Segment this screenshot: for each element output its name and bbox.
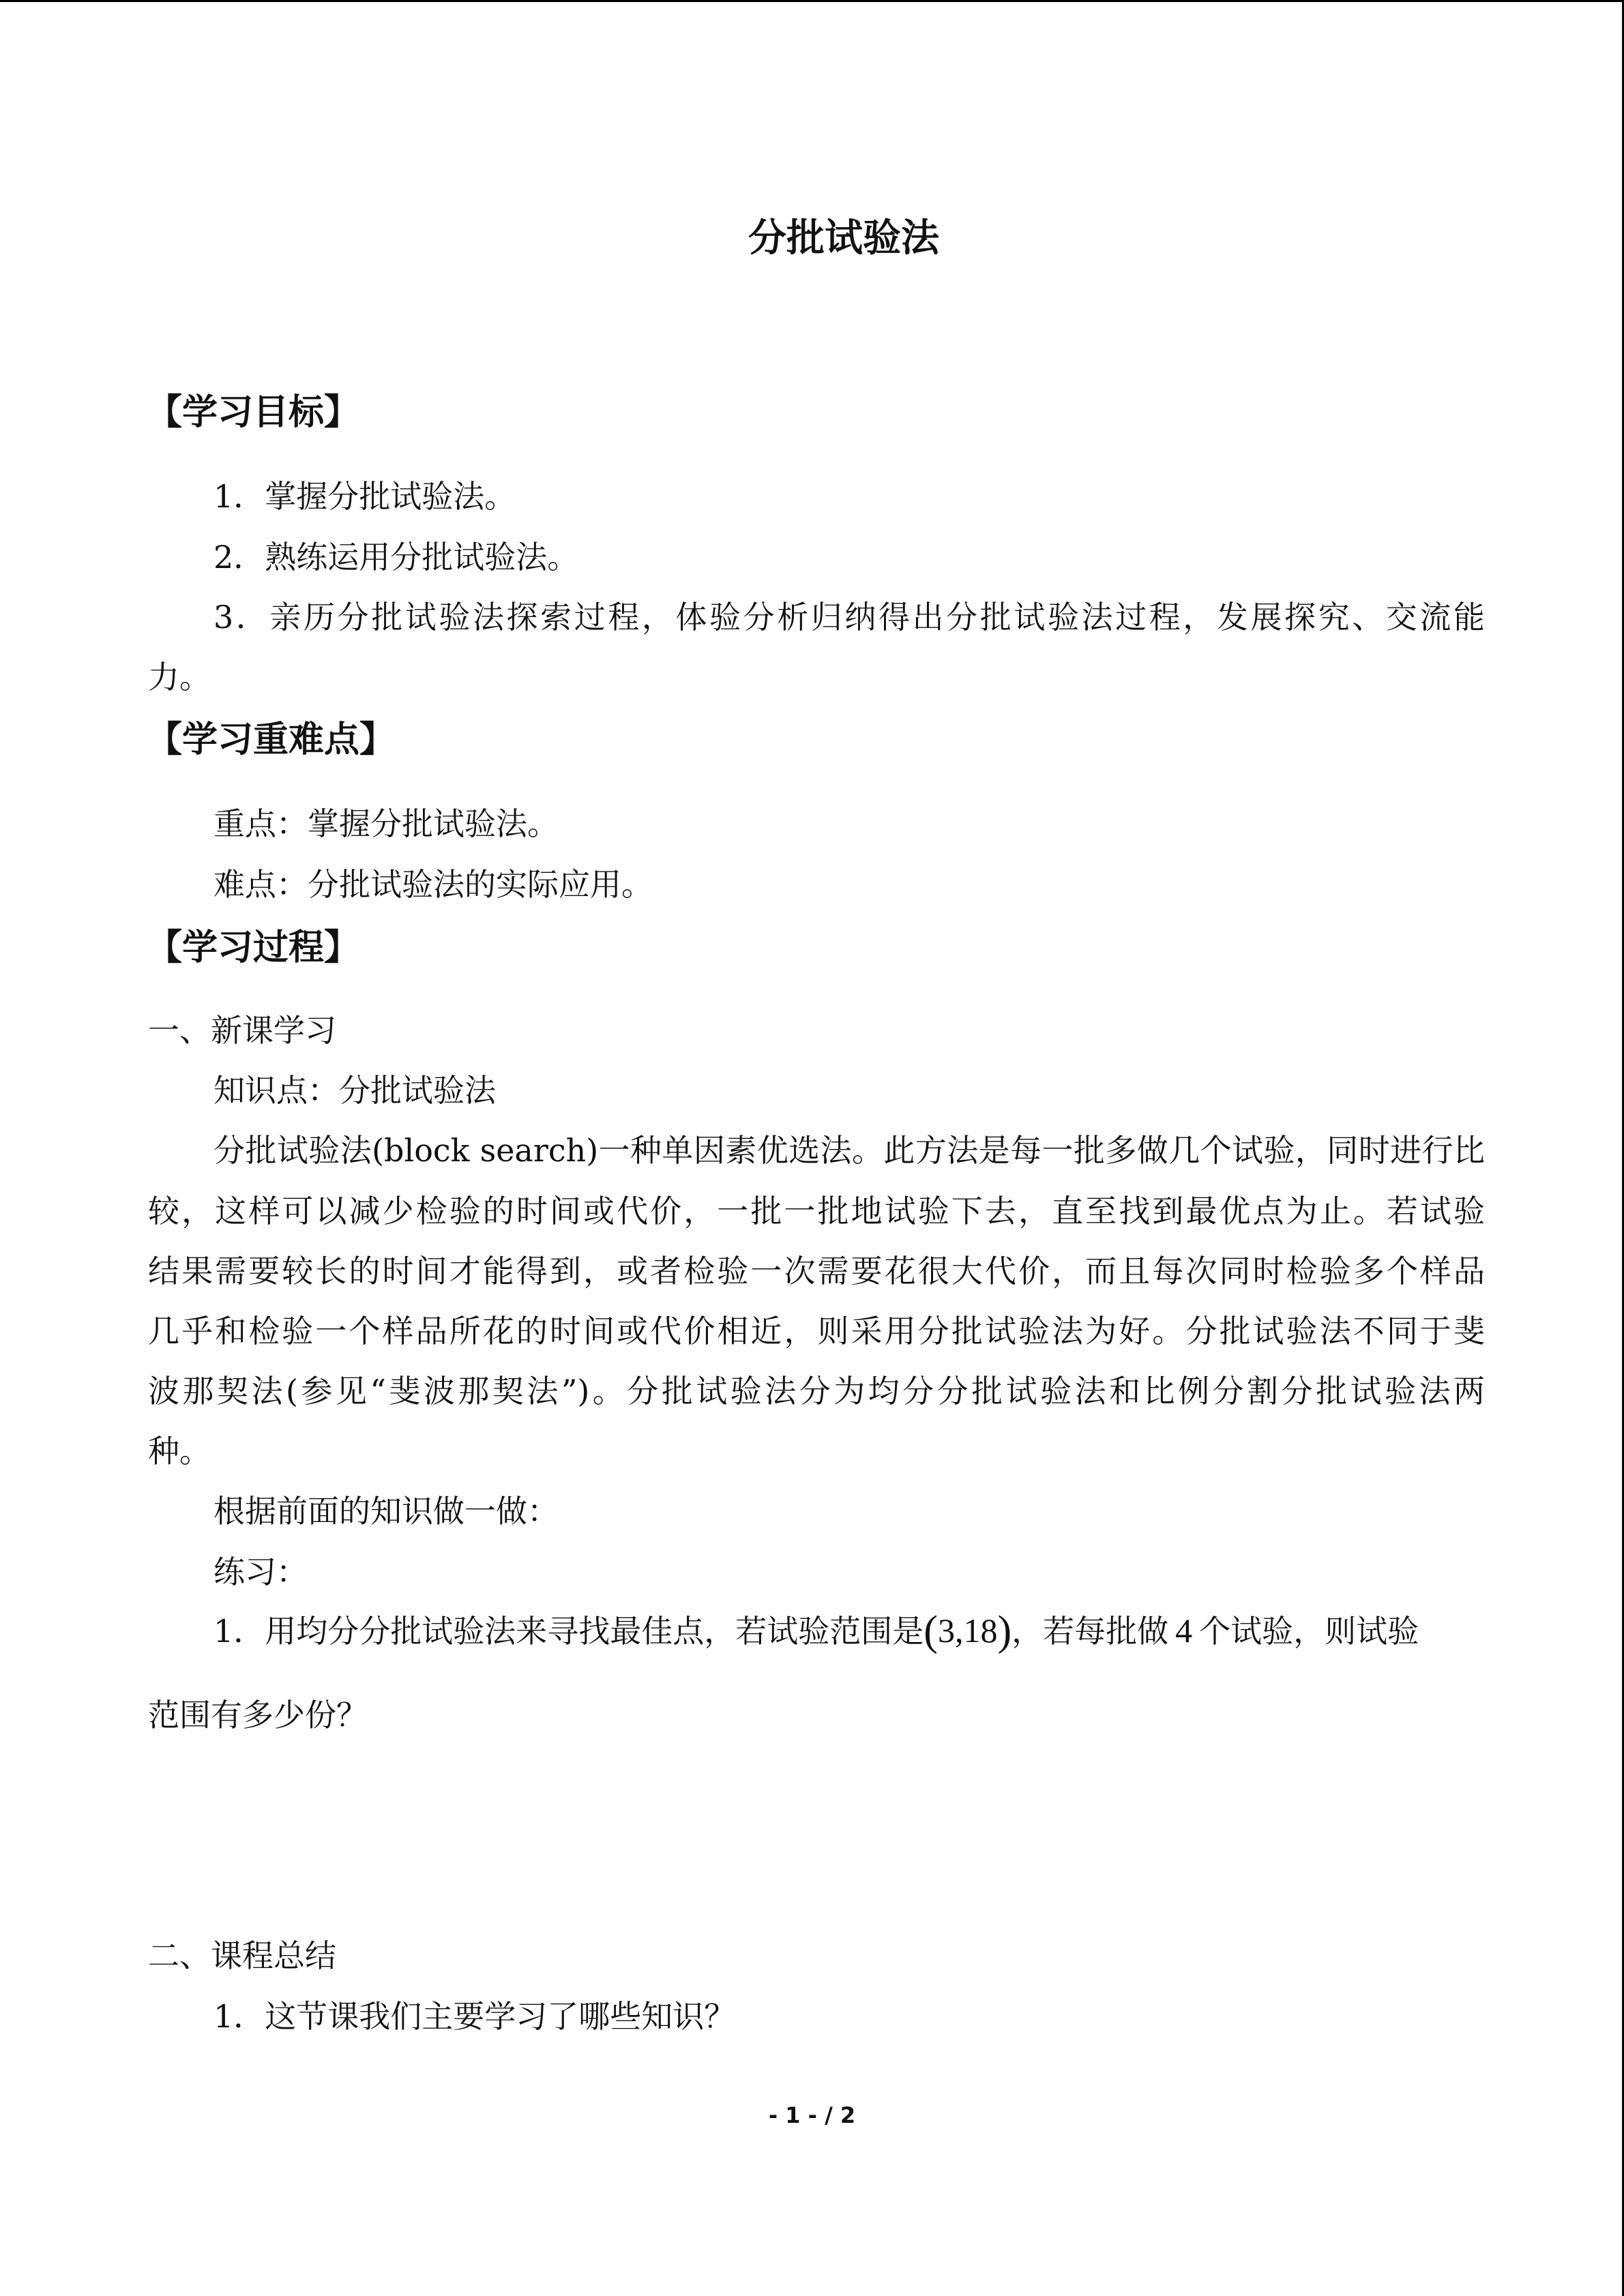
paragraph-line-4: 几乎和检验一个样品所花的时间或代价相近，则采用分批试验法为好。分批试验法不同于斐 <box>148 1313 1485 1350</box>
knowledge-point: 知识点：分批试验法 <box>213 1072 496 1109</box>
process-heading: 【学习过程】 <box>147 927 360 968</box>
focus-text: 重点：掌握分批试验法。 <box>213 805 559 842</box>
summary-question-1: 1．这节课我们主要学习了哪些知识？ <box>213 1998 736 2035</box>
goal-item-3-line-1: 3．亲历分批试验法探索过程，体验分析归纳得出分批试验法过程，发展探究、交流能 <box>213 599 1485 636</box>
paragraph-line-3: 结果需要较长的时间才能得到，或者检验一次需要花很大代价，而且每次同时检验多个样品 <box>148 1253 1485 1289</box>
exercise-1-text-a: 1．用均分分批试验法来寻找最佳点，若试验范围是 <box>213 1613 924 1650</box>
goal-item-3-line-2: 力。 <box>148 659 211 696</box>
exercise-1-text-c: 个试验，则试验 <box>1199 1613 1419 1650</box>
part1-title: 一、新课学习 <box>148 1012 336 1049</box>
key-points-heading: 【学习重难点】 <box>147 719 396 760</box>
goal-item-1: 1．掌握分批试验法。 <box>213 478 516 515</box>
goals-heading: 【学习目标】 <box>147 392 360 433</box>
difficulty-text: 难点：分批试验法的实际应用。 <box>213 866 653 903</box>
exercise-1-text-b: ，若每批做 <box>1012 1613 1169 1650</box>
page-number: - 1 - / 2 <box>768 2102 856 2128</box>
practice-intro: 根据前面的知识做一做： <box>213 1493 559 1530</box>
exercise-1-line-2: 范围有多少份？ <box>148 1697 368 1733</box>
exercise-1-range: 3,18 <box>937 1611 998 1650</box>
practice-label: 练习： <box>213 1553 308 1590</box>
exercise-1-line-1 <box>213 1609 1419 1653</box>
document-title: 分批试验法 <box>748 216 939 260</box>
paragraph-line-5: 波那契法(参见“斐波那契法”)。分批试验法分为均分分批试验法和比例分割分批试验法两 <box>148 1373 1485 1410</box>
paragraph-line-6: 种。 <box>148 1433 211 1470</box>
part2-title: 二、课程总结 <box>148 1937 336 1974</box>
goal-item-2: 2．熟练运用分批试验法。 <box>213 539 579 576</box>
exercise-1-number: 4 <box>1175 1611 1193 1650</box>
exercise-1-paren-close: ) <box>997 1608 1012 1654</box>
exercise-1-paren-open: ( <box>924 1608 938 1654</box>
paragraph-line-2: 较，这样可以减少检验的时间或代价，一批一批地试验下去，直至找到最优点为止。若试验 <box>148 1193 1485 1229</box>
paragraph-line-1: 分批试验法(block search)一种单因素优选法。此方法是每一批多做几个试验，同时进行比 <box>213 1132 1485 1169</box>
